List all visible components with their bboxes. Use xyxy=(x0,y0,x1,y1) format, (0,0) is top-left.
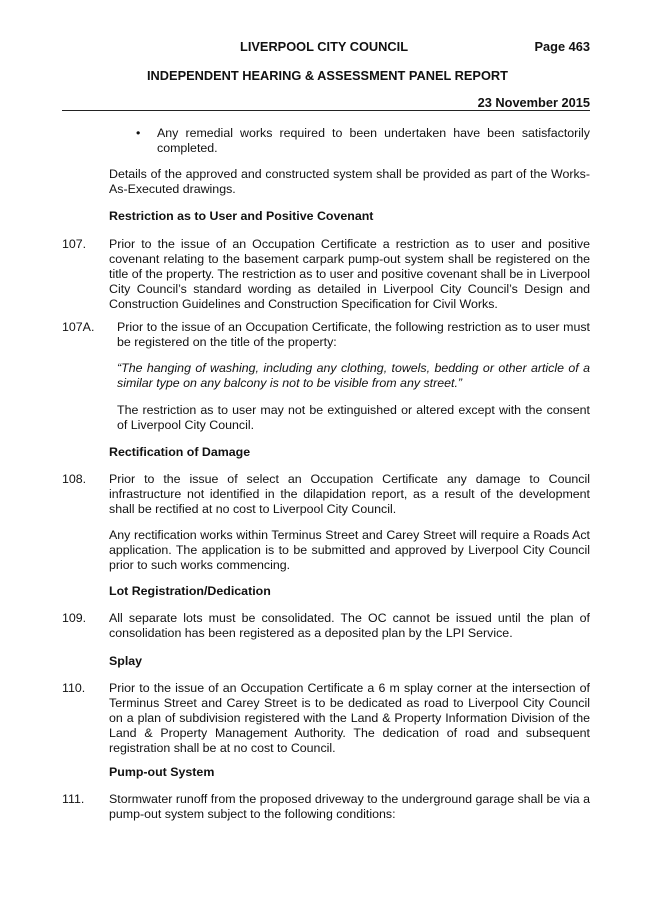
condition-107-number: 107. xyxy=(62,237,87,251)
report-date: 23 November 2015 xyxy=(477,95,590,110)
condition-110-text: Prior to the issue of an Occupation Certificate a 6 m splay corner at the intersection of Terminus Street and Carey Street is to be dedicated as road to Liverpool City Council on a plan of subdivision registered with the Land & Property Information Division of the Land & Property Management Authority. The dedication of road and subsequent registration shall be at no cost to Council. xyxy=(109,681,590,755)
heading-restriction: Restriction as to User and Positive Covenant xyxy=(109,209,374,223)
page-number: Page 463 xyxy=(534,39,590,54)
condition-108-text: Prior to the issue of select an Occupation Certificate any damage to Council infrastructure not identified in the dilapidation report, as a result of the development shall be rectified at no cost to Liverpool City Council. xyxy=(109,472,590,516)
condition-109-number: 109. xyxy=(62,611,87,625)
condition-107-text: Prior to the issue of an Occupation Certificate a restriction as to user and positive covenant relating to the basement carpark pump-out system shall be registered on the title of the property. The restriction as to user and positive covenant shall be in Liverpool City Council’s standard wording as detailed in Liverpool City Council’s Design and Construction Guidelines and Construction Specification for Civil Works. xyxy=(109,237,590,311)
condition-111-text: Stormwater runoff from the proposed driveway to the underground garage shall be via a pump-out system subject to the following conditions: xyxy=(109,792,590,821)
heading-pump-out: Pump-out System xyxy=(109,765,215,779)
condition-111-number: 111. xyxy=(62,792,85,806)
intro-paragraph: Details of the approved and constructed system shall be provided as part of the Works-As-Executed drawings. xyxy=(109,167,590,196)
bullet-marker: • xyxy=(136,126,141,140)
condition-107a-text: Prior to the issue of an Occupation Certificate, the following restriction as to user must be registered on the title of the property: xyxy=(117,320,590,349)
header-divider xyxy=(62,110,590,111)
heading-lot-registration: Lot Registration/Dedication xyxy=(109,584,271,598)
condition-110-number: 110. xyxy=(62,681,86,695)
heading-splay: Splay xyxy=(109,654,143,668)
bullet-item: Any remedial works required to been undertaken have been satisfactorily completed. xyxy=(157,126,590,155)
condition-107a-quote: “The hanging of washing, including any clothing, towels, bedding or other article of a similar type on any balcony is not to be visible from any street.” xyxy=(117,361,590,390)
condition-108-number: 108. xyxy=(62,472,87,486)
heading-rectification: Rectification of Damage xyxy=(109,445,251,459)
condition-107a-number: 107A. xyxy=(62,320,95,334)
report-title: INDEPENDENT HEARING & ASSESSMENT PANEL REPORT xyxy=(147,68,508,83)
council-name: LIVERPOOL CITY COUNCIL xyxy=(240,39,409,54)
condition-107a-note: The restriction as to user may not be extinguished or altered except with the consent of Liverpool City Council. xyxy=(117,403,590,432)
condition-108-text-2: Any rectification works within Terminus Street and Carey Street will require a Roads Act application. The application is to be submitted and approved by Liverpool City Council prior to such works commencing. xyxy=(109,528,590,572)
condition-109-text: All separate lots must be consolidated. The OC cannot be issued until the plan of consolidation has been registered as a deposited plan by the LPI Service. xyxy=(109,611,590,640)
